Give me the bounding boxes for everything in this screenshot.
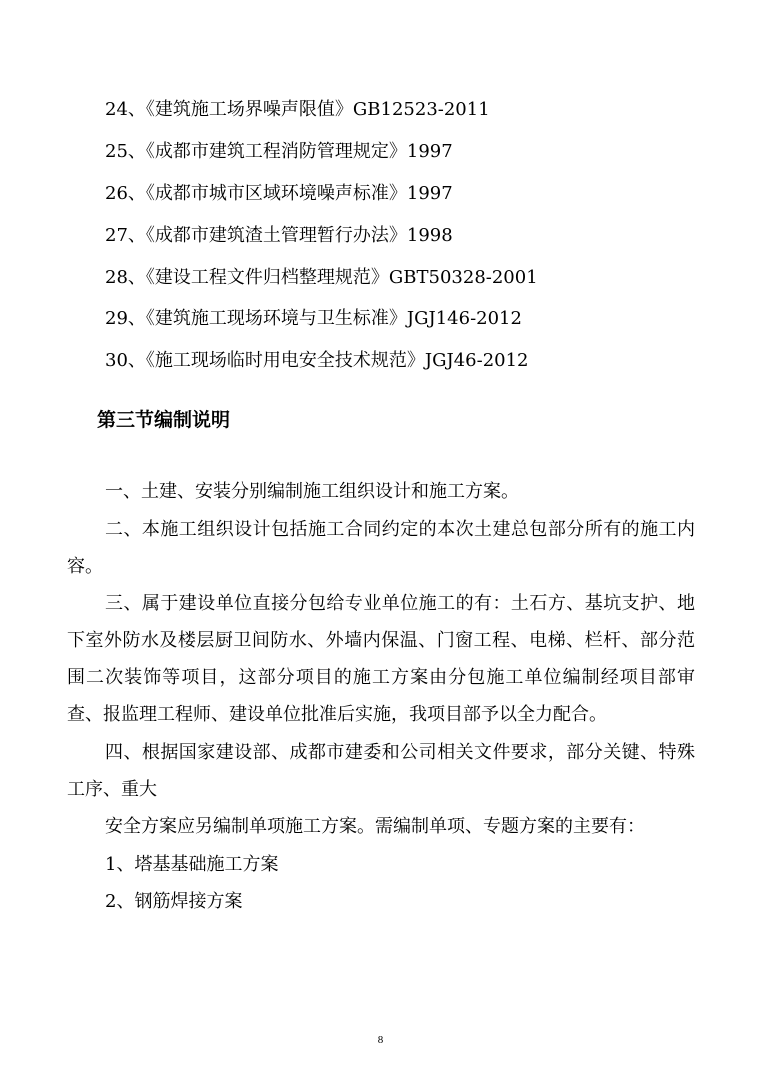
paragraph-5: 安全方案应另编制单项施工方案。需编制单项、专题方案的主要有： bbox=[105, 816, 645, 837]
section-body bbox=[67, 473, 695, 921]
list-item-1: 1、塔基基础施工方案 bbox=[105, 853, 279, 875]
paragraph-1: 一、土建、安装分别编制施工组织设计和施工方案。 bbox=[105, 481, 519, 502]
section-title: 第三节编制说明 bbox=[97, 409, 231, 431]
reference-item-30: 30、《施工现场临时用电安全技术规范》JGJ46-2012 bbox=[105, 350, 529, 372]
reference-item-28: 28、《建设工程文件归档整理规范》GBT50328-2001 bbox=[105, 266, 538, 288]
page-number: 8 bbox=[377, 1034, 384, 1046]
reference-list bbox=[105, 96, 725, 389]
list-item-2: 2、钢筋焊接方案 bbox=[105, 891, 243, 912]
reference-item-26: 26、《成都市城市区域环境噪声标准》1997 bbox=[105, 182, 453, 204]
paragraph-3: 三、属于建设单位直接分包给专业单位施工的有：土石方、基坑支护、地下室外防水及楼层厨卫间防水、外墙内保温、门窗工程、电梯、栏杆、部分范围二次装饰等项目，这部分项目的施工方案由分包施工单位编制经项目部审查、报监理工程师、建设单位批准后实施，我项目部予以全力配合。 bbox=[67, 593, 695, 725]
paragraph-4: 四、根据国家建设部、成都市建委和公司相关文件要求，部分关键、特殊工序、重大 bbox=[67, 741, 695, 800]
reference-item-29: 29、《建筑施工现场环境与卫生标准》JGJ146-2012 bbox=[105, 308, 522, 330]
reference-item-25: 25、《成都市建筑工程消防管理规定》1997 bbox=[105, 140, 453, 162]
paragraph-2: 二、本施工组织设计包括施工合同约定的本次土建总包部分所有的施工内容。 bbox=[67, 518, 695, 577]
reference-item-27: 27、《成都市建筑渣土管理暂行办法》1998 bbox=[105, 224, 453, 246]
reference-item-24: 24、《建筑施工场界噪声限值》GB12523-2011 bbox=[105, 99, 490, 120]
